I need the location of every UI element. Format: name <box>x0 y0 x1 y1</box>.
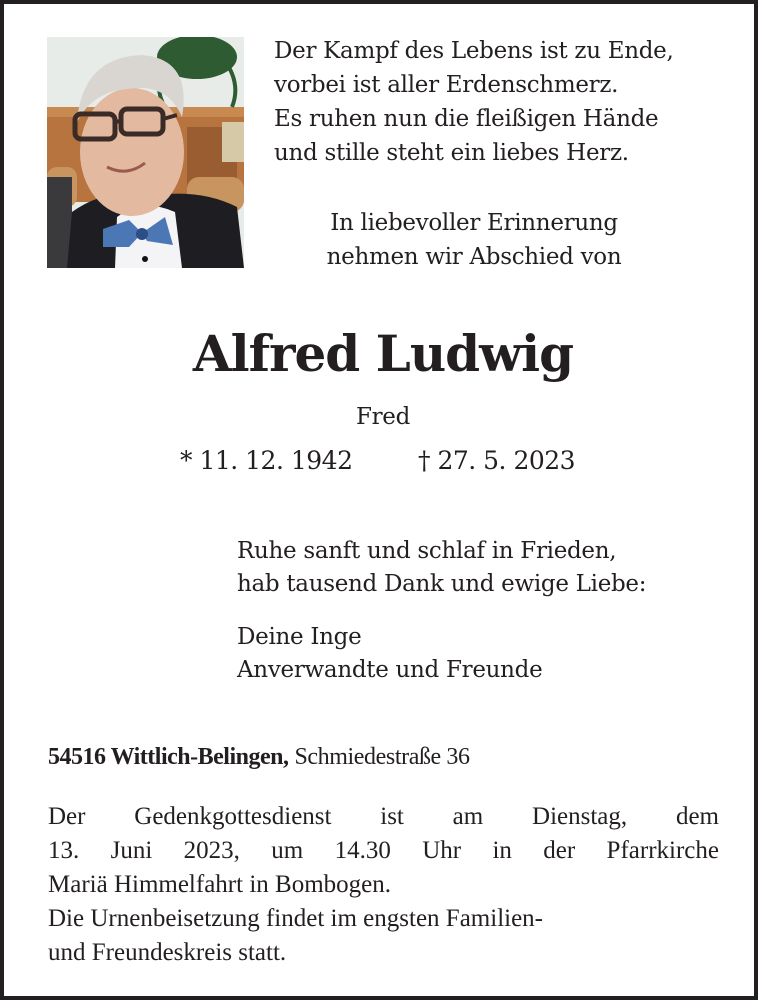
intro-line: nehmen wir Abschied von <box>326 244 622 270</box>
birth-date: * 11. 12. 1942 <box>180 446 353 475</box>
poem-line: vorbei ist aller Erdenschmerz. <box>274 72 619 98</box>
service-line: und Freundeskreis statt. <box>48 939 287 966</box>
service-line: Mariä Himmelfahrt in Bombogen. <box>48 871 391 898</box>
farewell-line: hab tausend Dank und ewige Liebe: <box>237 571 647 597</box>
service-line: Der Gedenkgottesdienst ist am Dienstag, dem <box>48 803 719 830</box>
mourner-address <box>48 739 470 775</box>
portrait-photo <box>47 37 244 268</box>
address-city: 54516 Wittlich-Belingen, <box>48 744 289 770</box>
farewell-text <box>237 535 646 601</box>
mourners <box>237 621 542 687</box>
service-information <box>48 800 719 970</box>
mourner-line: Deine Inge <box>237 624 362 650</box>
intro-text <box>254 206 694 274</box>
intro-line: In liebevoller Erinnerung <box>330 210 618 236</box>
address-street: Schmiedestraße 36 <box>294 744 470 770</box>
service-line: Die Urnenbeisetzung findet im engsten Familien- <box>48 905 544 932</box>
portrait-image <box>47 37 244 268</box>
death-date: † 27. 5. 2023 <box>418 446 576 475</box>
deceased-nickname: Fred <box>355 404 411 430</box>
service-line: 13. Juni 2023, um 14.30 Uhr in der Pfarrkirche <box>48 837 719 864</box>
mourner-line: Anverwandte und Freunde <box>237 657 543 683</box>
poem-line: Es ruhen nun die fleißigen Hände <box>274 106 659 132</box>
poem-line: und stille steht ein liebes Herz. <box>274 140 629 166</box>
poem <box>274 34 674 170</box>
deceased-name: Alfred Ludwig <box>192 324 574 383</box>
farewell-line: Ruhe sanft und schlaf in Frieden, <box>237 538 617 564</box>
poem-line: Der Kampf des Lebens ist zu Ende, <box>274 38 674 64</box>
